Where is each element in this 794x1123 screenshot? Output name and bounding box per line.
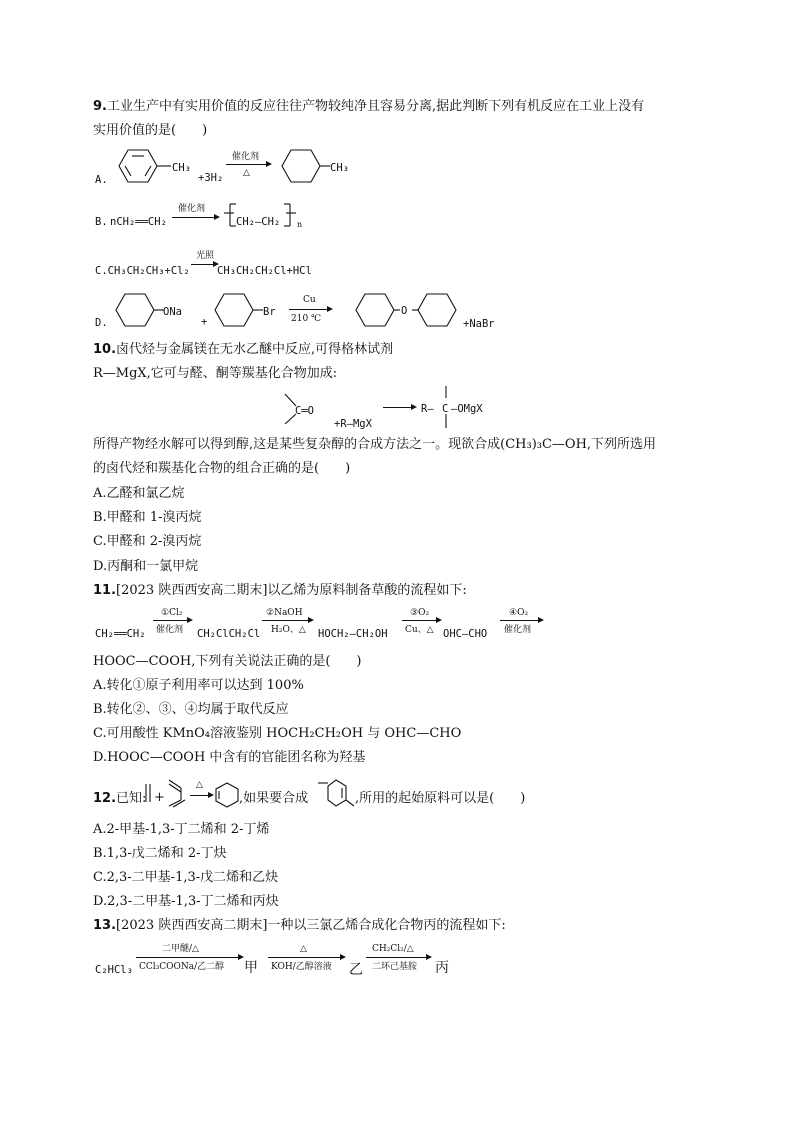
q11-step1-reagent: ①Cl₂ bbox=[161, 608, 183, 618]
q9-d-diether-structure bbox=[354, 292, 464, 328]
q9-d-cu: Cu bbox=[303, 295, 316, 305]
q13-compound-jia: 甲 bbox=[244, 960, 258, 976]
q10-line2: R—MgX,它可与醛、酮等羰基化合物加成: bbox=[93, 366, 338, 381]
q10-option-c: C.甲醛和 2-溴丙烷 bbox=[93, 534, 202, 549]
q12-alkene-structure bbox=[142, 782, 154, 806]
q12-option-d: D.2,3-二甲基-1,3-丁二烯和丙炔 bbox=[93, 894, 279, 909]
q12-cyclohexene-structure bbox=[214, 781, 240, 809]
q9-b-reactant: nCH₂══CH₂ bbox=[110, 216, 167, 228]
q12-label: 12.已知: bbox=[93, 791, 147, 806]
q11-ethylene-glycol: HOCH₂—CH₂OH bbox=[318, 628, 388, 640]
q9-d-ona: ONa bbox=[163, 306, 182, 318]
q12-option-a: A.2-甲基-1,3-丁二烯和 2-丁烯 bbox=[93, 822, 270, 837]
q12-mid-text: ,如果要合成 bbox=[239, 791, 309, 806]
q11-step4-arrow bbox=[500, 620, 542, 621]
q13-step2-bottom: KOH/乙醇溶液 bbox=[271, 962, 332, 972]
q13-step1-arrow bbox=[136, 957, 242, 958]
q13-compound-yi: 乙 bbox=[349, 962, 363, 978]
q10-option-b: B.甲醛和 1-溴丙烷 bbox=[93, 510, 202, 525]
q10-line1: 10.卤代烃与金属镁在无水乙醚中反应,可得格林试剂 bbox=[93, 342, 394, 357]
q11-continuation: HOOC—COOH,下列有关说法正确的是( ) bbox=[93, 654, 362, 669]
q13-step1-top: 二甲醚/△ bbox=[162, 944, 199, 954]
q13-step2-arrow bbox=[268, 957, 344, 958]
q9-d-br: Br bbox=[263, 306, 276, 318]
q12-option-c: C.2,3-二甲基-1,3-戊二烯和乙炔 bbox=[93, 870, 279, 885]
q9-b-polymer-unit: CH₂—CH₂ bbox=[236, 216, 281, 228]
q10-option-a: A.乙醛和氯乙烷 bbox=[93, 486, 185, 501]
q12-post-text: ,所用的起始原料可以是( ) bbox=[355, 791, 526, 806]
q9-option-c-reactants: C.CH₃CH₂CH₃+Cl₂ bbox=[95, 265, 190, 277]
q13-compound-bing: 丙 bbox=[435, 960, 449, 976]
q9-d-arrow bbox=[289, 309, 331, 310]
q13-step3-bottom: 二环己基胺 bbox=[372, 962, 418, 972]
q10-product-omgx: —OMgX bbox=[451, 403, 483, 415]
q12-plus: + bbox=[154, 790, 165, 805]
q9-stem-line2: 实用价值的是( ) bbox=[93, 123, 208, 138]
q11-step4-reagent: ④O₂ bbox=[509, 608, 529, 618]
q9-d-temp: 210 ℃ bbox=[291, 314, 322, 324]
q11-step2-reagent: ②NaOH bbox=[266, 608, 303, 618]
q10-line3: 所得产物经水解可以得到醇,这是某些复杂醇的合成方法之一。现欲合成(CH₃)₃C—OH,下列所选用 bbox=[93, 437, 657, 452]
q12-target-structure bbox=[316, 778, 356, 812]
q9-a-h2: +3H₂ bbox=[198, 172, 224, 184]
q11-step3-reagent: ③O₂ bbox=[410, 608, 430, 618]
q13-trichloroethylene: C₂HCl₃ bbox=[95, 964, 133, 976]
q9-d-o: O bbox=[401, 305, 408, 317]
q10-arrow bbox=[383, 407, 415, 408]
q12-heat: △ bbox=[196, 780, 203, 790]
q9-option-d-label: D. bbox=[95, 317, 108, 329]
q10-grignard: +R—MgX bbox=[334, 418, 372, 430]
q9-a-heat: △ bbox=[243, 168, 250, 178]
q13-step1-bottom: CCl₃COONa/乙二醇 bbox=[139, 962, 225, 972]
q11-step2-condition: H₂O、△ bbox=[271, 625, 306, 635]
q9-b-arrow bbox=[172, 217, 218, 218]
q9-option-a-label: A. bbox=[95, 174, 108, 186]
q11-step4-condition: 催化剂 bbox=[504, 625, 532, 635]
q11-step1-condition: 催化剂 bbox=[156, 625, 184, 635]
q11-option-d: D.HOOC—COOH 中含有的官能团名称为羟基 bbox=[93, 750, 366, 765]
q12-diene-structure bbox=[166, 778, 190, 808]
q9-d-nabr: +NaBr bbox=[463, 318, 495, 330]
q13-stem: 13.[2023 陕西西安高二期末]一种以三氯乙烯合成化合物丙的流程如下: bbox=[93, 918, 506, 933]
q10-product-c: C bbox=[442, 403, 449, 415]
q11-option-c: C.可用酸性 KMnO₄溶液鉴别 HOCH₂CH₂OH 与 OHC—CHO bbox=[93, 726, 462, 741]
q10-option-d: D.丙酮和一氯甲烷 bbox=[93, 559, 199, 574]
q13-step2-top: △ bbox=[300, 944, 307, 954]
q12-arrow bbox=[190, 795, 212, 796]
q10-carbonyl: C═O bbox=[295, 405, 314, 417]
q11-stem: 11.[2023 陕西西安高二期末]以乙烯为原料制备草酸的流程如下: bbox=[93, 583, 467, 598]
q9-a-arrow bbox=[226, 164, 270, 165]
q10-line4: 的卤代烃和羰基化合物的组合正确的是( ) bbox=[93, 461, 351, 476]
q11-option-a: A.转化①原子利用率可以达到 100% bbox=[93, 678, 304, 693]
q10-product-r: R— bbox=[421, 403, 434, 415]
q11-option-b: B.转化②、③、④均属于取代反应 bbox=[93, 702, 289, 717]
q11-step3-arrow bbox=[402, 620, 440, 621]
q12-option-b: B.1,3-戊二烯和 2-丁炔 bbox=[93, 846, 227, 861]
q13-step3-arrow bbox=[366, 957, 430, 958]
q9-a-catalyst: 催化剂 bbox=[232, 152, 260, 162]
q9-c-products: CH₃CH₂CH₂Cl+HCl bbox=[217, 265, 312, 277]
q9-b-catalyst: 催化剂 bbox=[178, 204, 206, 214]
q9-option-b-label: B. bbox=[95, 216, 108, 228]
q9-a-toluene-structure bbox=[115, 148, 205, 184]
q9-b-n: n bbox=[297, 220, 303, 229]
q11-step3-condition: Cu、△ bbox=[405, 625, 434, 635]
q11-step1-arrow bbox=[153, 620, 191, 621]
q11-ethylene: CH₂══CH₂ bbox=[95, 628, 146, 640]
q11-glyoxal: OHC—CHO bbox=[443, 628, 488, 640]
q9-d-plus: + bbox=[201, 316, 208, 328]
q9-a-methyl: CH₃ bbox=[172, 162, 191, 174]
q9-a-product-methyl: CH₃ bbox=[330, 162, 349, 174]
q11-step2-arrow bbox=[262, 620, 312, 621]
q13-step3-top: CH₂Cl₂/△ bbox=[372, 944, 414, 954]
q9-c-light: 光照 bbox=[196, 251, 215, 261]
q9-stem-line1: 9.工业生产中有实用价值的反应往往产物较纯净且容易分离,据此判断下列有机反应在工业上没有 bbox=[93, 99, 645, 114]
q11-dichloroethane: CH₂ClCH₂Cl bbox=[197, 628, 261, 640]
q9-c-arrow bbox=[191, 264, 217, 265]
